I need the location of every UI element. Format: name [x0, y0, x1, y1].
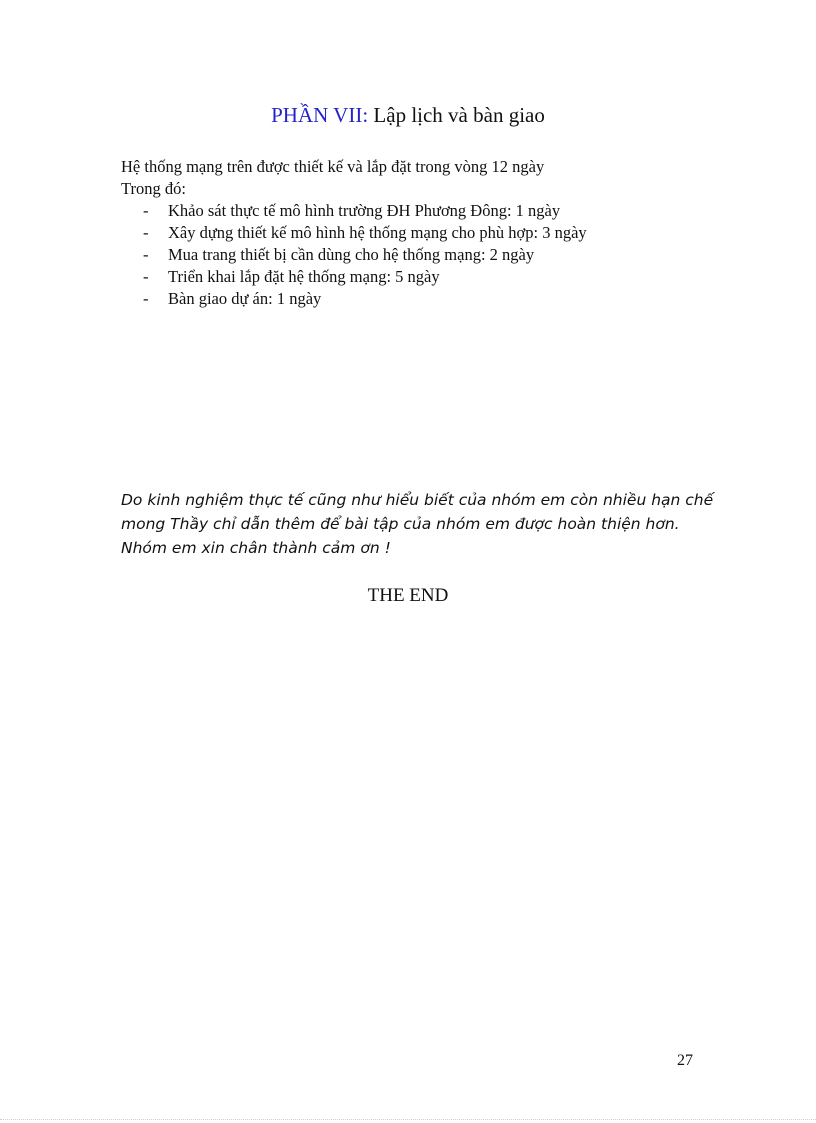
- page-number: 27: [677, 1052, 693, 1069]
- task-item: [143, 244, 587, 266]
- dash-bullet: -: [143, 223, 149, 242]
- dash-bullet: -: [143, 201, 149, 220]
- intro-paragraph: [121, 156, 544, 200]
- the-end-text: THE END: [367, 585, 449, 606]
- intro-lead: Trong đó:: [121, 179, 186, 198]
- task-item: [143, 200, 587, 222]
- task-item: [143, 266, 587, 288]
- dash-bullet: -: [143, 289, 149, 308]
- intro-summary: Hệ thống mạng trên được thiết kế và lắp đặt trong vòng 12 ngày: [121, 157, 545, 176]
- task-text: Mua trang thiết bị cần dùng cho hệ thống mạng: 2 ngày: [168, 245, 535, 264]
- task-list: [143, 200, 587, 310]
- section-title: Lập lịch và bàn giao: [373, 103, 545, 127]
- section-heading: [0, 100, 816, 130]
- closing-remarks: [121, 488, 713, 560]
- task-text: Bàn giao dự án: 1 ngày: [168, 289, 322, 308]
- task-text: Triển khai lắp đặt hệ thống mạng: 5 ngày: [168, 267, 440, 286]
- page-bottom-border: [0, 1119, 816, 1120]
- task-item: [143, 222, 587, 244]
- task-item: [143, 288, 587, 310]
- section-number: PHẦN VII:: [271, 103, 369, 127]
- task-text: Khảo sát thực tế mô hình trường ĐH Phương Đông: 1 ngày: [168, 201, 561, 220]
- dash-bullet: -: [143, 267, 149, 286]
- closing-line: Nhóm em xin chân thành cảm ơn !: [121, 539, 391, 557]
- closing-line: Do kinh nghiệm thực tế cũng như hiểu biết của nhóm em còn nhiều hạn chế: [121, 491, 714, 509]
- closing-line: mong Thầy chỉ dẫn thêm để bài tập của nhóm em được hoàn thiện hơn.: [121, 515, 680, 533]
- task-text: Xây dựng thiết kế mô hình hệ thống mạng cho phù hợp: 3 ngày: [168, 223, 587, 242]
- dash-bullet: -: [143, 245, 149, 264]
